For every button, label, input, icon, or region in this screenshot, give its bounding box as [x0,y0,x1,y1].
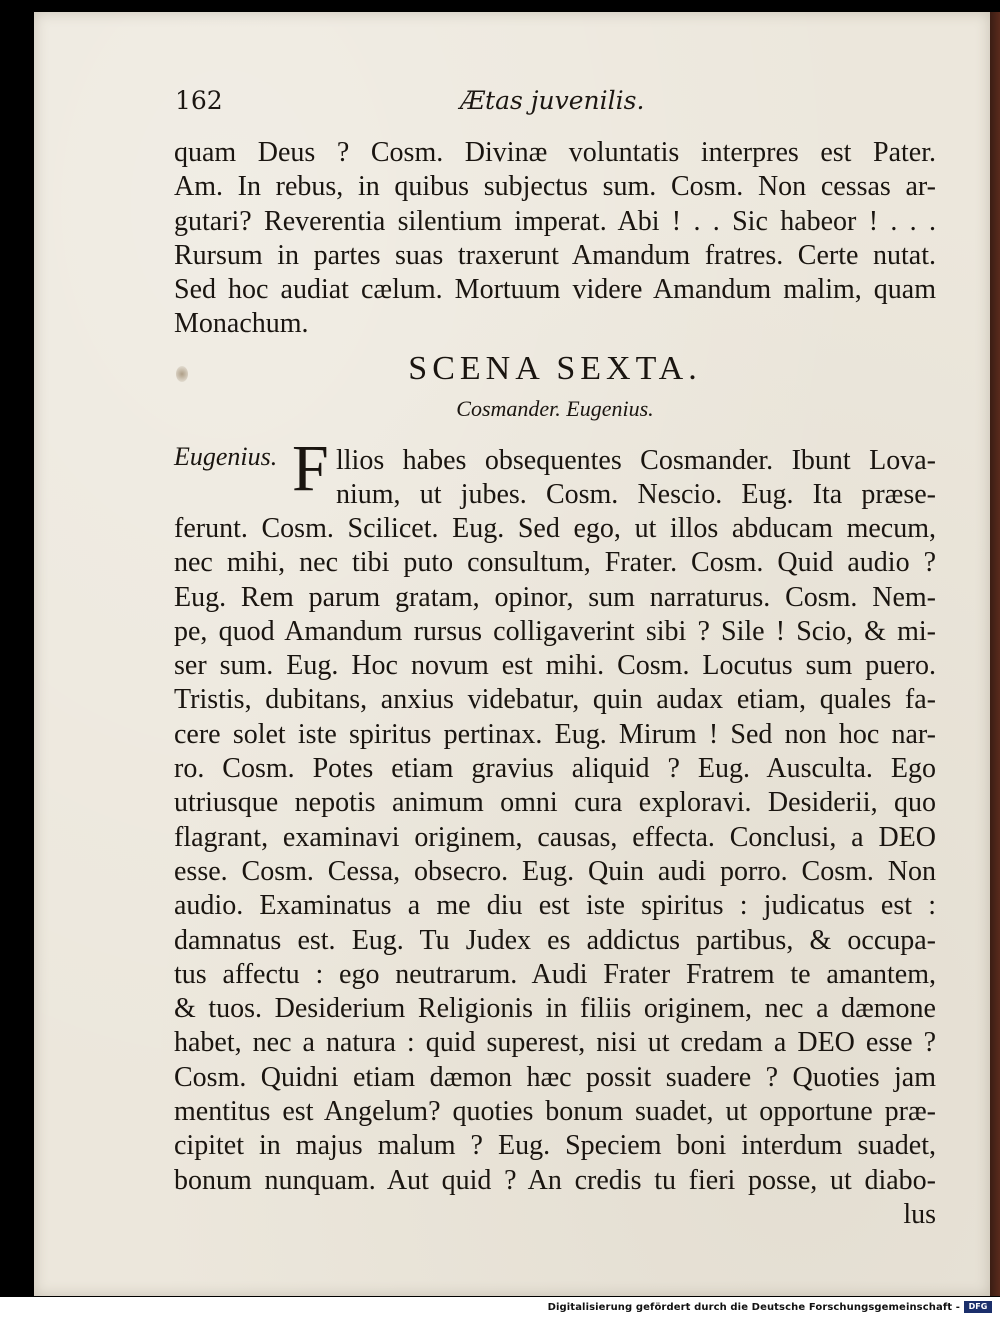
catchword: lus [903,1198,936,1230]
text-line: mentitus est Angelum? quoties bonum suadet, ut opportune præ- [174,1096,936,1128]
speaker-label: Eugenius. [174,442,278,471]
book-spine-edge [990,12,1000,1296]
text-line: utriusque nepotis animum omni cura exploravi. Desiderii, quo [174,787,936,819]
text-line: pe, quod Amandum rursus colligaverint sibi ? Sile ! Scio, & mi- [174,615,936,647]
dialogue-opening [336,444,936,513]
dialogue-paragraph [174,512,936,1232]
scene-title: SCENA SEXTA. [408,350,702,387]
scene-persons: Cosmander. Eugenius. [456,396,654,421]
text-line: Sed hoc audiat cælum. Mortuum videre Amandum malim, quam [174,274,936,306]
text-line: ro. Cosm. Potes etiam gravius aliquid ? Eug. Ausculta. Ego [174,753,936,785]
text-line: gutari? Reverentia silentium imperat. Abi ! . . Sic habeor ! . . . [174,205,936,237]
text-line: ferunt. Cosm. Scilicet. Eug. Sed ego, ut illos abducam mecum, [174,513,936,544]
text-line: bonum nunquam. Aut quid ? An credis tu fieri posse, ut diabo- [174,1164,936,1196]
text-line: Tristis, dubitans, anxius videbatur, quin audax etiam, quales fa- [174,684,936,716]
text-line: cere solet iste spiritus pertinax. Eug. Mirum ! Sed non hoc nar- [174,718,936,750]
text-line: nec mihi, nec tibi puto consultum, Frater. Cosm. Quid audio ? [174,547,936,579]
text-line: ser sum. Eug. Hoc novum est mihi. Cosm. Locutus sum puero. [174,650,936,682]
text-line: Cosm. Quidni etiam dæmon hæc possit suadere ? Quoties jam [174,1061,936,1093]
text-line: tus affectu : ego neutrarum. Audi Frater Fratrem te amantem, [174,958,936,990]
page-header [175,86,935,122]
page-number: 162 [175,86,223,115]
text-line: esse. Cosm. Cessa, obsecro. Eug. Quin audi porro. Cosm. Non [174,855,936,887]
text-line: damnatus est. Eug. Tu Judex es addictus partibus, & occupa- [174,924,936,956]
dfg-logo-icon: DFG [964,1301,992,1313]
text-line: & tuos. Desiderium Religionis in filiis originem, nec a dæmone [174,993,936,1025]
text-line: cipitet in majus malum ? Eug. Speciem boni interdum suadet, [174,1130,936,1162]
intro-paragraph [174,136,936,342]
drop-cap: F [292,432,329,505]
text-line: Eug. Rem parum gratam, opinor, sum narraturus. Cosm. Nem- [174,581,936,613]
text-line: nium, ut jubes. Cosm. Nescio. Eug. Ita præse- [336,479,936,511]
footer-credit: Digitalisierung gefördert durch die Deutsche Forschungsgemeinschaft - [547,1302,960,1313]
text-line: Monachum. [174,308,309,340]
text-line: audio. Examinatus a me diu est iste spiritus : judicatus est : [174,890,936,922]
running-head: Ætas juvenilis. [460,86,645,115]
text-line: llios habes obsequentes Cosmander. Ibunt Lova- [336,445,936,476]
text-line: flagrant, examinavi originem, causas, effecta. Conclusi, a DEO [174,821,936,853]
text-line: quam Deus ? Cosm. Divinæ voluntatis interpres est Pater. [174,137,936,168]
text-line: Rursum in partes suas traxerunt Amandum fratres. Certe nutat. [174,239,936,271]
text-line: Am. In rebus, in quibus subjectus sum. Cosm. Non cessas ar- [174,171,936,203]
text-line: habet, nec a natura : quid superest, nisi ut credam a DEO esse ? [174,1027,936,1059]
